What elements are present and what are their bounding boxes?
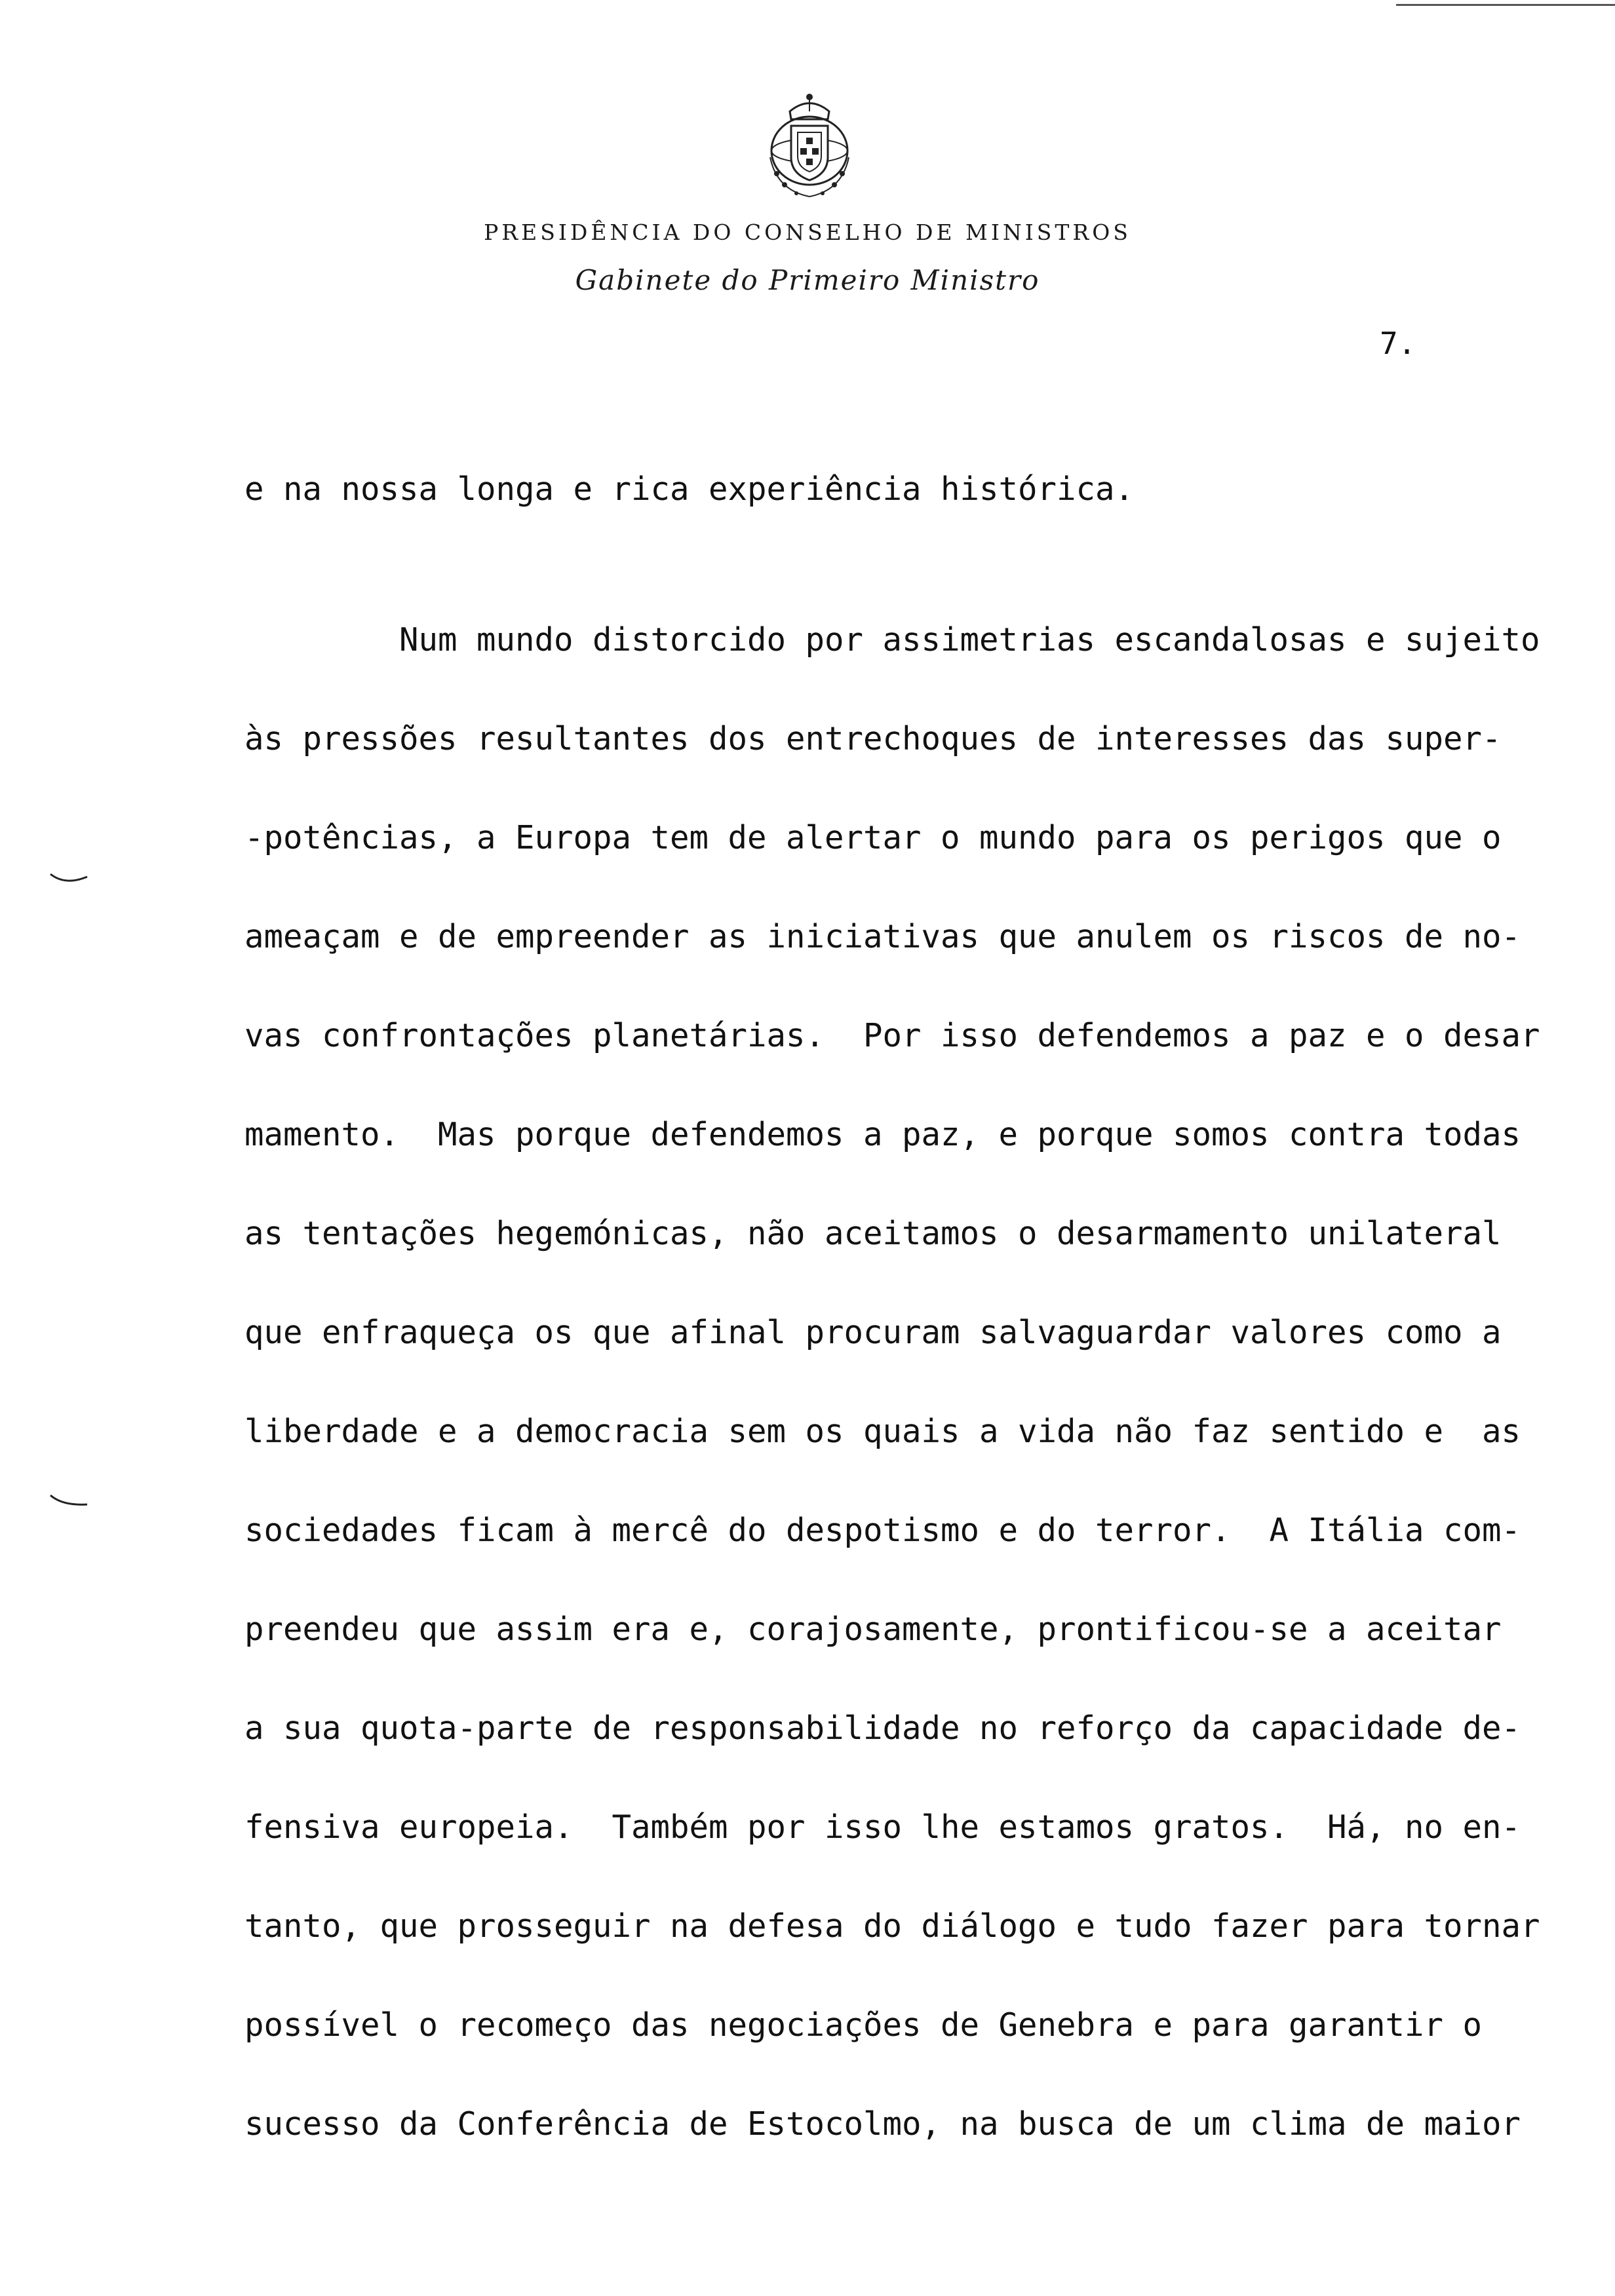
text-line: sucesso da Conferência de Estocolmo, na busca de um clima de maior	[244, 2105, 1521, 2143]
text-line: preendeu que assim era e, corajosamente, prontificou-se a aceitar	[244, 1611, 1502, 1648]
text-line: Num mundo distorcido por assimetrias escandalosas e sujeito	[244, 621, 1540, 659]
text-line: possível o recomeço das negociações de Genebra e para garantir o	[244, 2006, 1483, 2044]
text-line: e na nossa longa e rica experiência histórica.	[244, 470, 1135, 508]
text-line: tanto, que prosseguir na defesa do diálogo e tudo fazer para tornar	[244, 1907, 1540, 1945]
text-line: às pressões resultantes dos entrechoques de interesses das super-	[244, 720, 1502, 757]
page-number: 7.	[1380, 326, 1416, 361]
text-line: as tentações hegemónicas, não aceitamos o desarmamento unilateral	[244, 1215, 1502, 1252]
margin-mark	[49, 1494, 88, 1514]
text-line: vas confrontações planetárias. Por isso defendemos a paz e o desar	[244, 1017, 1540, 1054]
organization-heading: PRESIDÊNCIA DO CONSELHO DE MINISTROS	[484, 220, 1131, 245]
office-subheading: Gabinete do Primeiro Ministro	[575, 264, 1040, 296]
text-line: sociedades ficam à mercê do despotismo e do terror. A Itália com-	[244, 1512, 1521, 1549]
margin-mark	[49, 871, 88, 891]
text-line: a sua quota-parte de responsabilidade no reforço da capacidade de-	[244, 1710, 1521, 1747]
text-line: fensiva europeia. Também por isso lhe estamos gratos. Há, no en-	[244, 1808, 1521, 1846]
text-line: liberdade e a democracia sem os quais a vida não faz sentido e as	[244, 1413, 1521, 1450]
text-line: ameaçam e de empreender as iniciativas que anulem os riscos de no-	[244, 918, 1521, 955]
text-line: mamento. Mas porque defendemos a paz, e porque somos contra todas	[244, 1116, 1521, 1153]
text-line: que enfraqueça os que afinal procuram salvaguardar valores como a	[244, 1314, 1502, 1351]
coat-of-arms-icon	[744, 85, 875, 210]
text-line: -potências, a Europa tem de alertar o mundo para os perigos que o	[244, 819, 1502, 856]
scan-edge-line	[1396, 4, 1615, 6]
